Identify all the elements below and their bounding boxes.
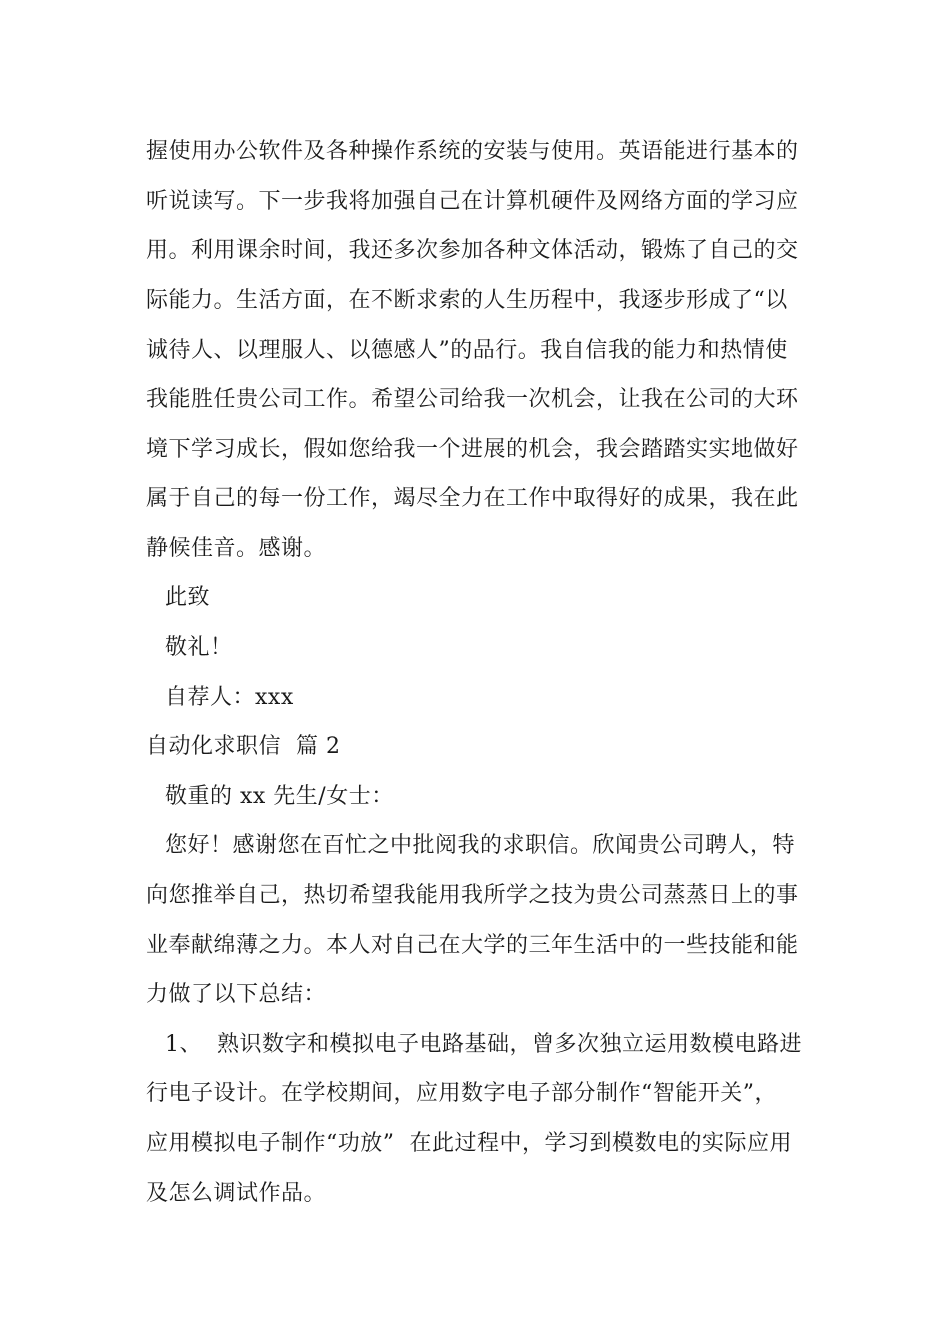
paragraph-1-line-9: 静候佳音。感谢。 xyxy=(146,536,327,561)
paragraph-3-line-4: 及怎么调试作品。 xyxy=(146,1181,327,1206)
section-title: 自动化求职信 篇 2 xyxy=(146,734,341,759)
closing-ci-zhi: 此致 xyxy=(165,585,211,610)
paragraph-2-line-3: 业奉献绵薄之力。本人对自己在大学的三年生活中的一些技能和能 xyxy=(146,933,799,958)
paragraph-2-line-2: 向您推举自己，热切希望我能用我所学之技为贵公司蒸蒸日上的事 xyxy=(146,883,799,908)
paragraph-2-line-4: 力做了以下总结： xyxy=(146,982,327,1007)
paragraph-3-line-2: 行电子设计。在学校期间，应用数字电子部分制作“智能开关”， xyxy=(146,1081,777,1106)
paragraph-1-line-3: 用。利用课余时间，我还多次参加各种文体活动，锻炼了自己的交 xyxy=(146,238,799,263)
paragraph-1-line-5: 诚待人、以理服人、以德感人”的品行。我自信我的能力和热情使 xyxy=(146,338,788,363)
paragraph-3-line-1: 1、 熟识数字和模拟电子电路基础，曾多次独立运用数模电路进 xyxy=(165,1032,802,1057)
paragraph-1-line-6: 我能胜任贵公司工作。希望公司给我一次机会，让我在公司的大环 xyxy=(146,387,799,412)
paragraph-3-line-3: 应用模拟电子制作“功放” 在此过程中，学习到模数电的实际应用 xyxy=(146,1131,792,1156)
paragraph-1-line-8: 属于自己的每一份工作，竭尽全力在工作中取得好的成果，我在此 xyxy=(146,486,799,511)
paragraph-1-line-4: 际能力。生活方面，在不断求索的人生历程中，我逐步形成了“以 xyxy=(146,288,788,313)
salutation: 敬重的 xx 先生/女士： xyxy=(165,784,394,809)
paragraph-2-line-1: 您好！感谢您在百忙之中批阅我的求职信。欣闻贵公司聘人，特 xyxy=(165,833,796,858)
paragraph-1-line-7: 境下学习成长，假如您给我一个进展的机会，我会踏踏实实地做好 xyxy=(146,437,799,462)
paragraph-1-line-2: 听说读写。下一步我将加强自己在计算机硬件及网络方面的学习应 xyxy=(146,189,799,214)
paragraph-1-line-1: 握使用办公软件及各种操作系统的安装与使用。英语能进行基本的 xyxy=(146,139,799,164)
closing-jing-li: 敬礼！ xyxy=(165,635,233,660)
signature: 自荐人：xxx xyxy=(165,685,294,710)
